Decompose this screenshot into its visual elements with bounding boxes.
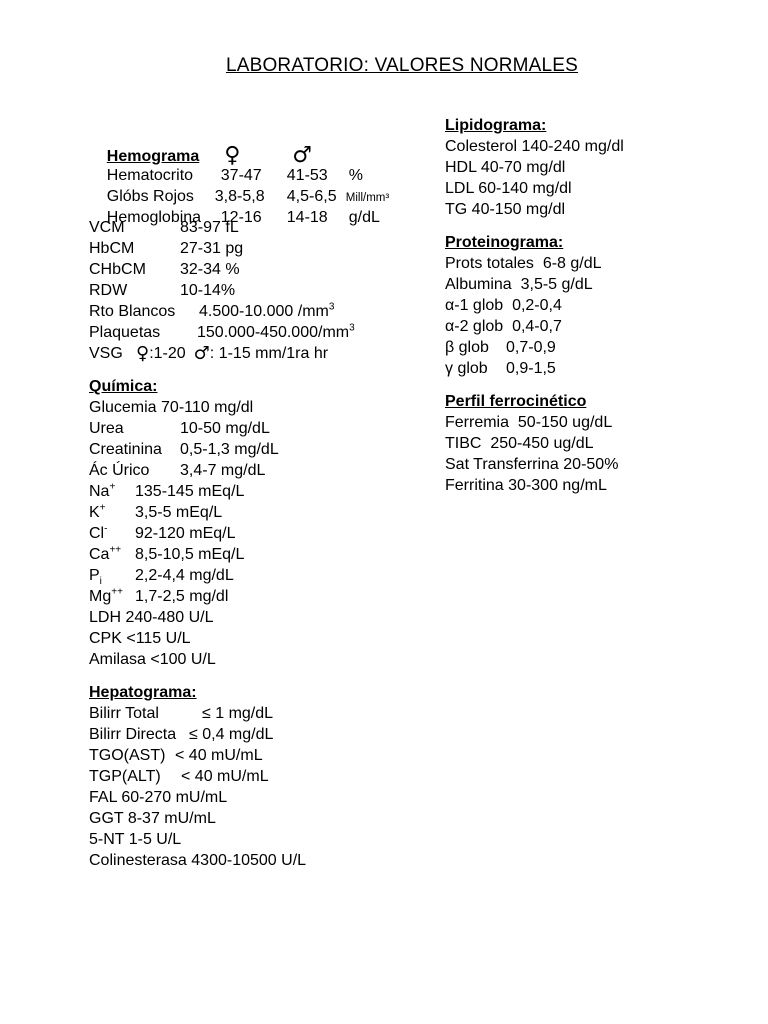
ion-sup: + <box>109 481 116 493</box>
hemograma-heading: Hemograma <box>106 148 200 165</box>
plaquetas-name: Plaquetas <box>89 324 161 341</box>
hepato-value: ≤ 0,4 mg/dL <box>189 726 274 743</box>
hepato-name: Bilirr Directa <box>89 726 177 743</box>
ion-name: Ca <box>89 546 110 563</box>
row-name: Hemoglobina <box>106 209 202 226</box>
ion-row <box>89 502 419 523</box>
ion-value: 8,5-10,5 mEq/L <box>135 546 245 563</box>
plaquetas-sup: 3 <box>349 322 355 334</box>
male-symbol-icon: ♂ <box>292 143 313 168</box>
plaquetas-row <box>89 322 419 343</box>
quimica-row: CPK <115 U/L <box>89 630 191 647</box>
quimica-row <box>89 397 419 418</box>
plaquetas-value: 150.000-450.000/mm <box>197 324 350 341</box>
ferro-value: 50-150 ug/dL <box>517 414 613 431</box>
proteinograma-row <box>445 253 765 274</box>
protein-name: β glob <box>445 339 489 356</box>
index-row <box>89 238 419 259</box>
lipidograma-row: Colesterol 140-240 mg/dl <box>445 138 624 155</box>
ion-sup: ++ <box>109 544 122 556</box>
lipidograma-row: LDL 60-140 mg/dl <box>445 180 572 197</box>
ion-row <box>89 565 419 586</box>
row-unit: g/dL <box>348 209 380 226</box>
protein-value: 0,2-0,4 <box>512 297 562 314</box>
hepatograma-row <box>89 745 419 766</box>
row-unit: % <box>348 167 364 184</box>
protein-value: 6-8 g/dL <box>542 255 602 272</box>
hemograma-header <box>89 118 419 168</box>
ion-sub: i <box>99 576 102 588</box>
ion-name: K <box>89 504 100 521</box>
quimica-name: Urea <box>89 420 124 437</box>
proteinograma-row <box>445 337 765 358</box>
hepato-value: < 40 mU/mL <box>181 768 269 785</box>
quimica-value: 3,4-7 mg/dL <box>180 462 266 479</box>
ferro-row <box>445 475 765 496</box>
rto-blancos-sup: 3 <box>328 301 335 313</box>
female-symbol-icon: ♀ <box>136 343 150 364</box>
lipidograma-heading: Lipidograma: <box>445 117 547 134</box>
ion-sup: + <box>99 502 106 514</box>
ferro-name: TIBC <box>445 435 482 452</box>
index-value: 83-97 fL <box>180 219 239 236</box>
protein-name: γ glob <box>445 360 488 377</box>
ion-name: Mg <box>89 588 112 605</box>
index-value: 27-31 pg <box>180 240 244 257</box>
left-column <box>89 118 419 871</box>
ion-value: 135-145 mEq/L <box>135 483 245 500</box>
row-female: 37-47 <box>220 167 262 184</box>
quimica-row <box>89 418 419 439</box>
ferro-row <box>445 433 765 454</box>
quimica-value: 0,5-1,3 mg/dL <box>180 441 279 458</box>
row-male: 4,5-6,5 <box>286 188 337 205</box>
quimica-value: 10-50 mg/dL <box>180 420 270 437</box>
ion-value: 3,5-5 mEq/L <box>135 504 223 521</box>
row-male: 14-18 <box>286 209 328 226</box>
protein-value: 0,7-0,9 <box>506 339 556 356</box>
lipidograma-row: HDL 40-70 mg/dl <box>445 159 566 176</box>
ferro-row <box>445 454 765 475</box>
hepatograma-row: FAL 60-270 mU/mL <box>89 789 228 806</box>
proteinograma-row <box>445 295 765 316</box>
proteinograma-heading: Proteinograma: <box>445 234 564 251</box>
proteinograma-row <box>445 274 765 295</box>
row-name: Hematocrito <box>106 167 194 184</box>
male-symbol-icon: ♂ <box>193 343 210 364</box>
right-column <box>445 115 765 496</box>
proteinograma-row <box>445 316 765 337</box>
quimica-value: 70-110 mg/dl <box>161 399 254 416</box>
rto-blancos-value: 4.500-10.000 /mm <box>199 303 329 320</box>
ion-row <box>89 481 419 502</box>
quimica-name: Creatinina <box>89 441 162 458</box>
ferro-name: Ferremia <box>445 414 510 431</box>
quimica-name: Glucemia <box>89 399 157 416</box>
hepato-name: Bilirr Total <box>89 705 159 722</box>
quimica-row: LDH 240-480 U/L <box>89 609 214 626</box>
index-name: HbCM <box>89 240 135 257</box>
ferro-value: 20-50% <box>563 456 619 473</box>
ion-sup: ++ <box>111 586 123 598</box>
vsg-female: :1-20 <box>149 345 186 362</box>
row-female: 3,8-5,8 <box>214 188 265 205</box>
rto-blancos-name: Rto Blancos <box>89 303 176 320</box>
ion-value: 2,2-4,4 mg/dL <box>135 567 234 584</box>
lipidograma-row: TG 40-150 mg/dl <box>445 201 566 218</box>
hepato-value: ≤ 1 mg/dL <box>202 705 274 722</box>
protein-value: 0,9-1,5 <box>506 360 556 377</box>
quimica-heading: Química: <box>89 378 158 395</box>
hepatograma-row <box>89 724 419 745</box>
index-row <box>89 259 419 280</box>
hepatograma-row: Colinesterasa 4300-10500 U/L <box>89 852 307 869</box>
index-row <box>89 280 419 301</box>
ferro-name: Sat Transferrina <box>445 456 559 473</box>
row-name: Glóbs Rojos <box>106 188 194 205</box>
hepato-name: TGP(ALT) <box>89 768 161 785</box>
page-title: LABORATORIO: VALORES NORMALES <box>225 55 579 76</box>
hepatograma-row <box>89 766 419 787</box>
ion-name: Na <box>89 483 110 500</box>
hepato-name: TGO(AST) <box>89 747 166 764</box>
row-unit: Mill/mm³ <box>345 192 390 204</box>
ferro-name: Ferritina <box>445 477 504 494</box>
protein-value: 3,5-5 g/dL <box>520 276 593 293</box>
vsg-row <box>89 343 419 364</box>
ferro-value: 250-450 ug/dL <box>490 435 594 452</box>
hepato-value: < 40 mU/mL <box>175 747 263 764</box>
protein-name: Prots totales <box>445 255 534 272</box>
ferro-row <box>445 412 765 433</box>
ion-value: 1,7-2,5 mg/dl <box>135 588 229 605</box>
index-value: 32-34 % <box>180 261 240 278</box>
protein-name: Albumina <box>445 276 512 293</box>
quimica-name: Ác Úrico <box>89 462 150 479</box>
hepatograma-row: 5-NT 1-5 U/L <box>89 831 182 848</box>
quimica-row <box>89 439 419 460</box>
protein-name: α-2 glob <box>445 318 504 335</box>
ferro-value: 30-300 ng/mL <box>508 477 607 494</box>
ion-row <box>89 523 419 544</box>
row-male: 41-53 <box>286 167 328 184</box>
quimica-row <box>89 460 419 481</box>
ion-row <box>89 544 419 565</box>
index-name: RDW <box>89 282 128 299</box>
vsg-male: : 1-15 mm/1ra hr <box>209 345 329 362</box>
ion-sup: - <box>104 523 108 535</box>
protein-name: α-1 glob <box>445 297 504 314</box>
proteinograma-row <box>445 358 765 379</box>
vsg-name: VSG <box>89 345 123 362</box>
quimica-row: Amilasa <100 U/L <box>89 651 216 668</box>
index-value: 10-14% <box>180 282 236 299</box>
rto-blancos-row <box>89 301 419 322</box>
ion-name: P <box>89 567 100 584</box>
hepatograma-row: GGT 8-37 mU/mL <box>89 810 216 827</box>
index-name: VCM <box>89 219 125 236</box>
hepatograma-row <box>89 703 419 724</box>
ferro-heading: Perfil ferrocinético <box>445 393 587 410</box>
female-symbol-icon: ♀ <box>224 143 241 168</box>
protein-value: 0,4-0,7 <box>512 318 562 335</box>
row-female: 12-16 <box>220 209 262 226</box>
ion-name: Cl <box>89 525 105 542</box>
ion-row <box>89 586 419 607</box>
hepatograma-heading: Hepatograma: <box>89 684 197 701</box>
ion-value: 92-120 mEq/L <box>135 525 236 542</box>
index-name: CHbCM <box>89 261 146 278</box>
